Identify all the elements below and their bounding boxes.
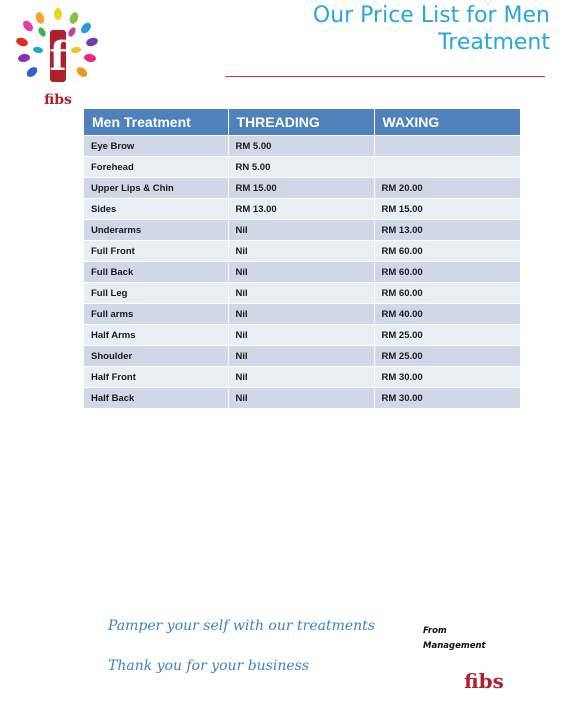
- table-row: [84, 304, 520, 325]
- waxing-price-cell: [374, 157, 520, 178]
- price-table: [84, 109, 520, 408]
- column-header-treatment: Men Treatment: [84, 109, 228, 136]
- threading-price-cell: Nil: [228, 283, 374, 304]
- table-row: [84, 157, 520, 178]
- table-row: [84, 262, 520, 283]
- treatment-cell: Eye Brow: [84, 136, 228, 157]
- threading-price-cell: Nil: [228, 346, 374, 367]
- table-header-row: [84, 109, 520, 136]
- waxing-price-cell: RM 20.00: [374, 178, 520, 199]
- table-row: [84, 199, 520, 220]
- title-line-1: Our Price List for Men: [312, 3, 550, 28]
- threading-price-cell: Nil: [228, 304, 374, 325]
- threading-price-cell: Nil: [228, 367, 374, 388]
- treatment-cell: Full Back: [84, 262, 228, 283]
- treatment-cell: Half Back: [84, 388, 228, 409]
- waxing-price-cell: RM 25.00: [374, 346, 520, 367]
- signoff: [423, 624, 513, 654]
- threading-price-cell: RM 5.00: [228, 136, 374, 157]
- footer-logo-text: fibs: [464, 669, 504, 693]
- treatment-cell: Half Arms: [84, 325, 228, 346]
- table-row: [84, 136, 520, 157]
- table-row: [84, 367, 520, 388]
- treatment-cell: Full arms: [84, 304, 228, 325]
- table-row: [84, 241, 520, 262]
- waxing-price-cell: RM 60.00: [374, 283, 520, 304]
- threading-price-cell: Nil: [228, 388, 374, 409]
- table-row: [84, 220, 520, 241]
- logo-text: fibs: [44, 92, 72, 108]
- threading-price-cell: Nil: [228, 220, 374, 241]
- treatment-cell: Forehead: [84, 157, 228, 178]
- waxing-price-cell: [374, 136, 520, 157]
- treatment-cell: Full Leg: [84, 283, 228, 304]
- treatment-cell: Upper Lips & Chin: [84, 178, 228, 199]
- waxing-price-cell: RM 60.00: [374, 241, 520, 262]
- threading-price-cell: RN 5.00: [228, 157, 374, 178]
- table-row: [84, 178, 520, 199]
- page-title: [250, 2, 550, 56]
- waxing-price-cell: RM 30.00: [374, 367, 520, 388]
- tagline-pamper: Pamper your self with our treatments: [108, 618, 375, 634]
- svg-text:f: f: [49, 33, 67, 80]
- column-header-threading: THREADING: [228, 109, 374, 136]
- threading-price-cell: Nil: [228, 325, 374, 346]
- table-row: [84, 346, 520, 367]
- threading-price-cell: Nil: [228, 262, 374, 283]
- table-row: [84, 283, 520, 304]
- waxing-price-cell: RM 60.00: [374, 262, 520, 283]
- tagline-thank-you: Thank you for your business: [108, 658, 310, 674]
- waxing-price-cell: RM 40.00: [374, 304, 520, 325]
- fibs-footer-logo: [462, 656, 506, 700]
- table-row: [84, 325, 520, 346]
- threading-price-cell: RM 15.00: [228, 178, 374, 199]
- treatment-cell: Full Front: [84, 241, 228, 262]
- threading-price-cell: Nil: [228, 241, 374, 262]
- signoff-from: From: [423, 626, 447, 636]
- threading-price-cell: RM 13.00: [228, 199, 374, 220]
- title-line-2: Treatment: [438, 30, 550, 55]
- waxing-price-cell: RM 25.00: [374, 325, 520, 346]
- waxing-price-cell: RM 30.00: [374, 388, 520, 409]
- column-header-waxing: WAXING: [374, 109, 520, 136]
- title-divider: [225, 76, 545, 77]
- treatment-cell: Underarms: [84, 220, 228, 241]
- fibs-logo: [14, 8, 100, 108]
- treatment-cell: Sides: [84, 199, 228, 220]
- treatment-cell: Shoulder: [84, 346, 228, 367]
- table-row: [84, 388, 520, 409]
- waxing-price-cell: RM 15.00: [374, 199, 520, 220]
- treatment-cell: Half Front: [84, 367, 228, 388]
- signoff-management: Management: [423, 641, 486, 651]
- waxing-price-cell: RM 13.00: [374, 220, 520, 241]
